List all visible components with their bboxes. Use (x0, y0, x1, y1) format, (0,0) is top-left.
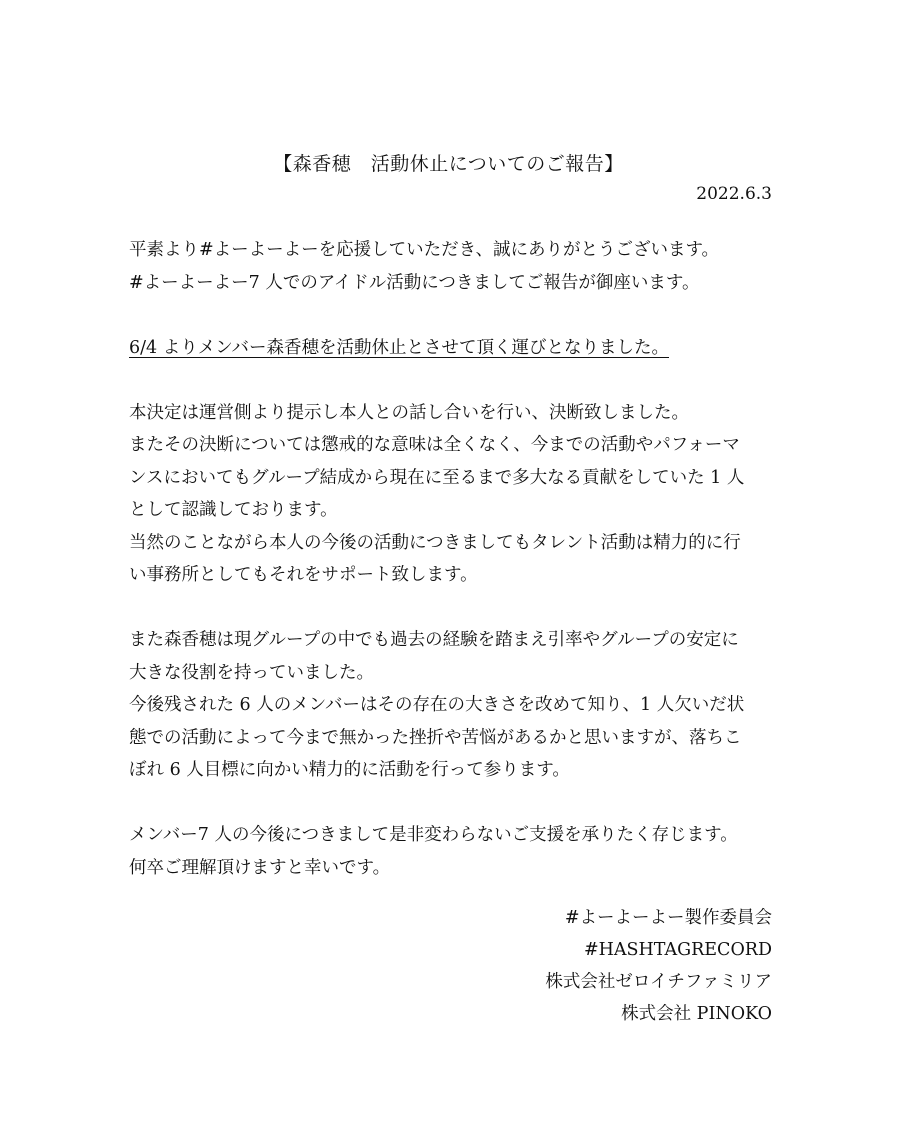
body-line: メンバー7 人の今後につきまして是非変わらないご支援を承りたく存じます。 (129, 825, 738, 845)
paragraph-gap (129, 787, 779, 820)
body-line-underlined (129, 332, 779, 365)
document-body (129, 234, 779, 884)
body-line: また森香穂は現グループの中でも過去の経験を踏まえ引率やグループの安定に (129, 630, 739, 650)
signature-line: 株式会社ゼロイチファミリア (545, 972, 772, 992)
body-line: ンスにおいてもグループ結成から現在に至るまで多大なる貢献をしていた 1 人 (129, 467, 745, 488)
document-date: 2022.6.3 (696, 184, 772, 204)
body-line: として認識しております。 (129, 500, 338, 520)
paragraph-gap (129, 299, 779, 332)
underlined-statement: 6/4 よりメンバー森香穂を活動休止とさせて頂く運びとなりました。 (129, 337, 669, 358)
signature-line: #よーよーよー製作委員会 (564, 908, 772, 928)
paragraph-gap (129, 364, 779, 397)
signature-line: #HASHTAGRECORD (583, 940, 772, 960)
body-line: 今後残された 6 人のメンバーはその存在の大きさを改めて知り、1 人欠いだ状 (129, 695, 745, 715)
body-line: 本決定は運営側より提示し本人との話し合いを行い、決断致しました。 (129, 402, 689, 423)
body-line: #よーよーよー7 人でのアイドル活動につきましてご報告が御座います。 (129, 272, 700, 293)
signature-block (545, 902, 772, 1030)
body-line: 大きな役割を持っていました。 (129, 662, 374, 683)
signature-line: 株式会社 PINOKO (621, 1004, 772, 1024)
body-line: 態での活動によって今まで無かった挫折や苦悩があるかと思いますが、落ちこ (129, 727, 742, 748)
body-line: 平素より#よーよーよーを応援していただき、誠にありがとうございます。 (129, 240, 720, 260)
body-line: 当然のことながら本人の今後の活動につきましてもタレント活動は精力的に行 (129, 532, 741, 553)
document-title: 【森香穂 活動休止についてのご報告】 (273, 153, 624, 175)
body-line: い事務所としてもそれをサポート致します。 (129, 565, 478, 585)
body-line: 何卒ご理解頂けますと幸いです。 (129, 857, 391, 878)
body-line: ぼれ 6 人目標に向かい精力的に活動を行って参ります。 (129, 760, 570, 780)
paragraph-gap (129, 592, 779, 625)
body-line: またその決断については懲戒的な意味は全くなく、今までの活動やパフォーマ (129, 435, 740, 455)
